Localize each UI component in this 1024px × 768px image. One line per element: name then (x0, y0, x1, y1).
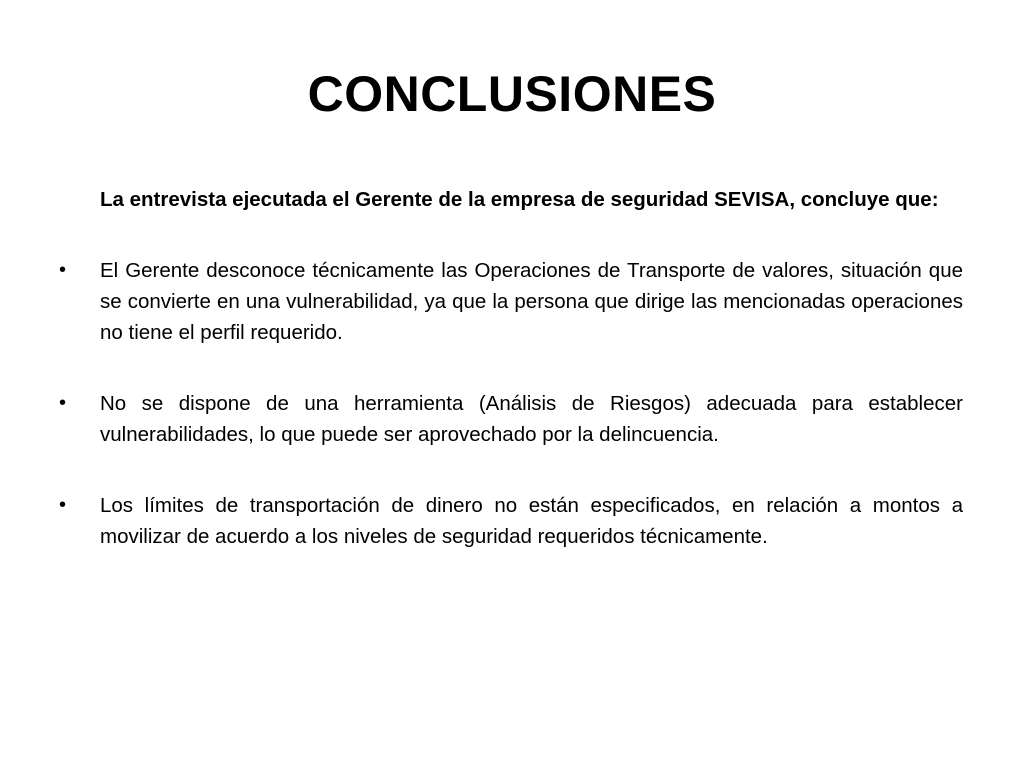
bullet-text: El Gerente desconoce técnicamente las Operaciones de Transporte de valores, situación que se convierte en una vulnerabilidad, ya que la persona que dirige las mencionadas operaciones no tiene el perfil requerido. (100, 259, 963, 344)
slide-title: CONCLUSIONES (307, 66, 717, 122)
conclusions-list (59, 255, 963, 552)
list-item (59, 388, 963, 450)
bullet-icon: • (59, 392, 67, 414)
bullet-icon: • (59, 259, 67, 281)
intro-paragraph: La entrevista ejecutada el Gerente de la empresa de seguridad SEVISA, concluye que: (100, 188, 939, 211)
slide-content (59, 184, 963, 592)
list-item (59, 255, 963, 348)
bullet-text: No se dispone de una herramienta (Análisis de Riesgos) adecuada para establecer vulnerabilidades, lo que puede ser aprovechado por la delincuencia. (100, 392, 963, 446)
list-item (59, 490, 963, 552)
bullet-text: Los límites de transportación de dinero no están especificados, en relación a montos a movilizar de acuerdo a los niveles de seguridad requeridos técnicamente. (100, 494, 963, 548)
bullet-icon: • (59, 494, 67, 516)
